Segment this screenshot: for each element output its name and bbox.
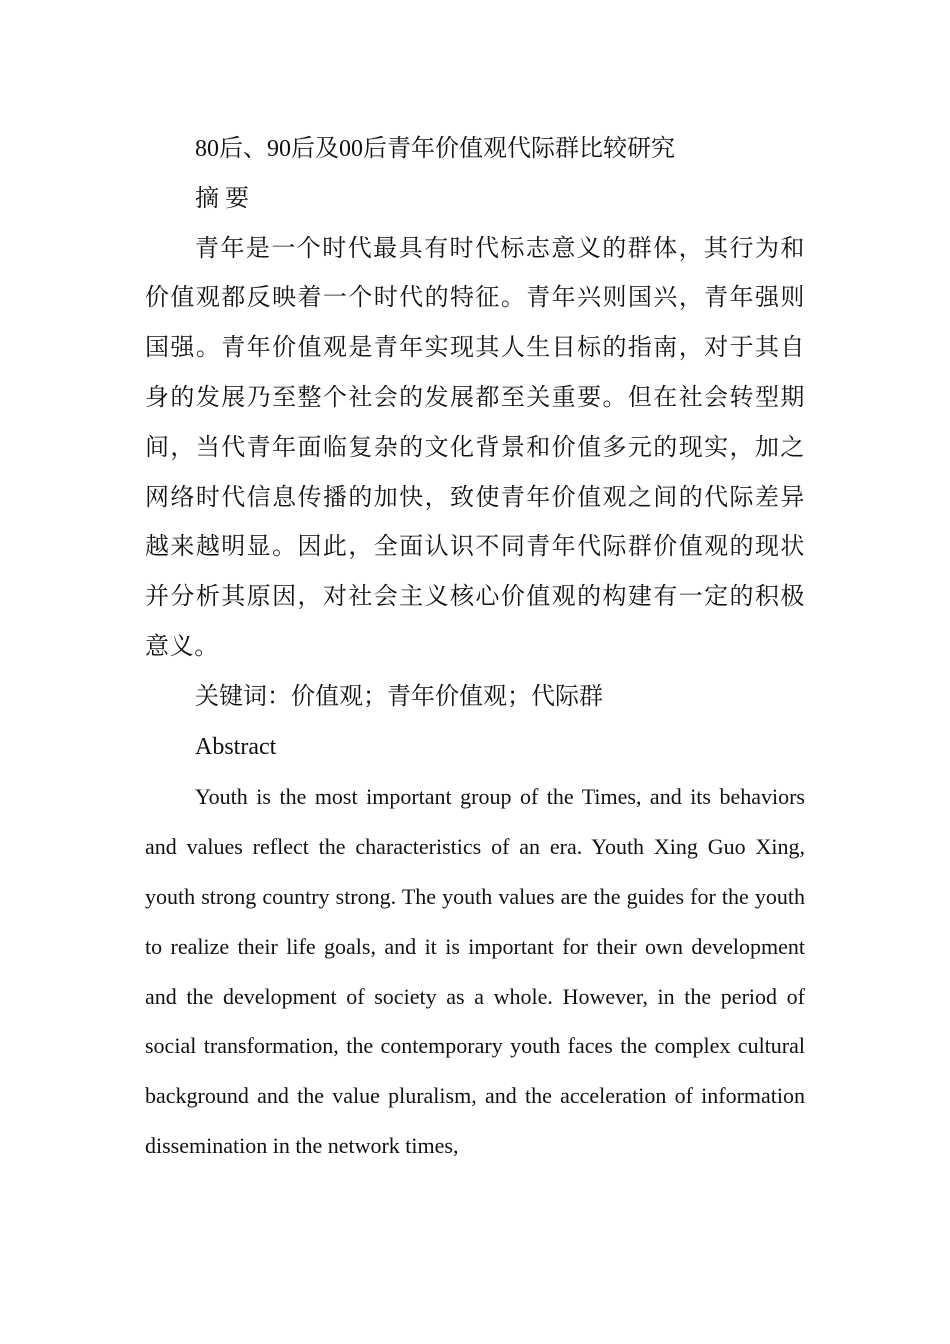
abstract-heading-cn: 摘 要 [195,185,249,212]
abstract-body-en: Youth is the most important group of the Times, and its behaviors and values reflect the characteristics of an era. Youth Xing Guo Xing, youth strong country strong. The youth values are the guides for the youth to realize their life goals, and it is important for their own development and the development of society as a whole. However, in the period of social transformation, the contemporary youth faces the complex cultural background and the value pluralism, and the acceleration of information dissemination in the network times, [145,784,805,1158]
document-page [145,125,805,1171]
abstract-body-cn: 青年是一个时代最具有时代标志意义的群体，其行为和价值观都反映着一个时代的特征。青年兴则国兴，青年强则国强。青年价值观是青年实现其人生目标的指南，对于其自身的发展乃至整个社会的发展都至关重要。但在社会转型期间，当代青年面临复杂的文化背景和价值多元的现实，加之网络时代信息传播的加快，致使青年价值观之间的代际差异越来越明显。因此，全面认识不同青年代际群价值观的现状并分析其原因，对社会主义核心价值观的构建有一定的积极意义。 [145,235,805,660]
abstract-heading-en: Abstract [195,733,277,760]
keywords-cn: 关键词：价值观；青年价值观；代际群 [195,683,603,710]
document-title: 80后、90后及00后青年价值观代际群比较研究 [195,136,675,162]
